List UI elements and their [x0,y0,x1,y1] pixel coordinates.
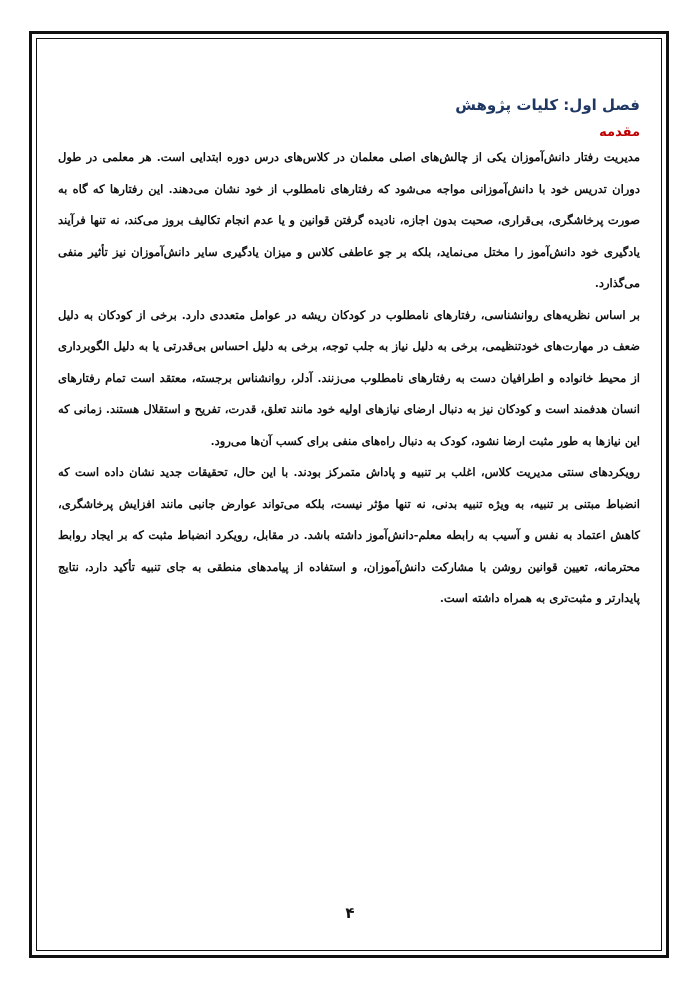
paragraph-1: مدیریت رفتار دانش‌آموزان یکی از چالش‌های اصلی معلمان در کلاس‌های درس دوره ابتدایی است. هر معلمی در طول دوران تدریس خود با دانش‌آموزانی مواجه می‌شود که رفتارهای نامطلوب از خود نشان می‌دهند. این رفتارها که گاه به صورت پرخاشگری، بی‌قراری، صحبت بدون اجازه، نادیده گرفتن قوانین و یا عدم انجام تکالیف بروز می‌کند، نه تنها فرآیند یادگیری خود دانش‌آموز را مختل می‌نماید، بلکه بر جو عاطفی کلاس و میزان یادگیری سایر دانش‌آموزان نیز تأثیر منفی می‌گذارد. [58,150,640,290]
chapter-title: فصل اول: کلیات پژوهش [455,96,640,114]
document-body [58,86,640,615]
paragraph-3: رویکردهای سنتی مدیریت کلاس، اغلب بر تنبیه و پاداش متمرکز بودند. با این حال، تحقیقات جدید نشان داده است که انضباط مبتنی بر تنبیه، به ویژه تنبیه بدنی، نه تنها مؤثر نیست، بلکه می‌تواند عوارض جانبی مانند افزایش پرخاشگری، کاهش اعتماد به نفس و آسیب به رابطه معلم-دانش‌آموز داشته باشد. در مقابل، رویکرد انضباط مثبت که بر ایجاد روابط محترمانه، تعیین قوانین روشن با مشارکت دانش‌آموزان، و استفاده از پیامدهای منطقی به جای تنبیه تأکید دارد، نتایج پایدارتر و مثبت‌تری به همراه داشته است. [58,465,640,605]
paragraph-2: بر اساس نظریه‌های روانشناسی، رفتارهای نامطلوب در کودکان ریشه در عوامل متعددی دارد. برخی از کودکان به دلیل ضعف در مهارت‌های خودتنظیمی، برخی به دلیل نیاز به جلب توجه، برخی به دلیل احساس بی‌قدرتی یا به دلیل الگوبرداری از محیط خانواده و اطرافیان دست به رفتارهای نامطلوب می‌زنند. آدلر، روانشناس برجسته، معتقد است تمام رفتارهای انسان هدفمند است و کودکان نیز به دنبال ارضای نیازهای اولیه خود مانند تعلق، قدرت، تفریح و استقلال هستند. زمانی که این نیازها به طور مثبت ارضا نشود، کودک به دنبال راه‌های منفی برای کسب آن‌ها می‌رود. [58,307,640,448]
section-title: مقدمه [599,125,640,140]
page-number: ۴ [345,904,355,922]
